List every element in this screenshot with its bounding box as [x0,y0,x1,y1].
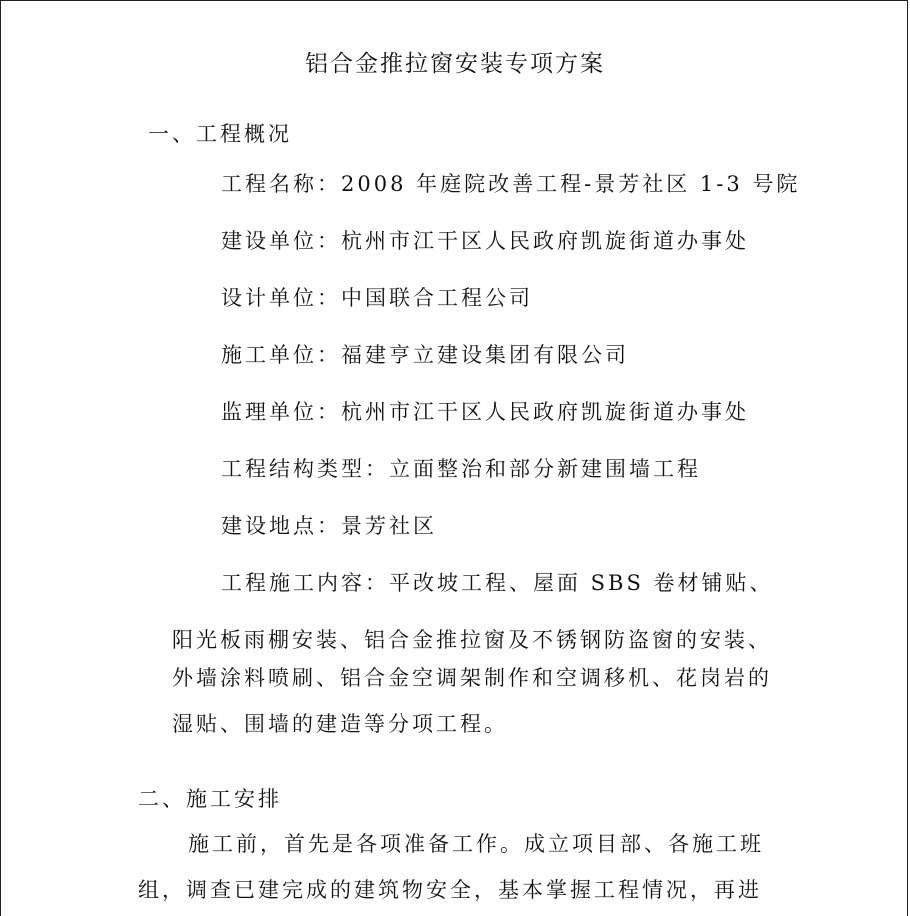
section-heading-overview: 一、工程概况 [148,122,292,146]
supervision-unit-line: 监理单位：杭州市江干区人民政府凯旋街道办事处 [221,400,749,424]
content-paragraph-line: 工程施工内容：平改坡工程、屋面 SBS 卷材铺贴、 [221,571,774,595]
content-paragraph-line: 外墙涂料喷刷、铝合金空调架制作和空调移机、花岗岩的 [172,666,772,690]
document-title: 铝合金推拉窗安装专项方案 [305,51,605,77]
structure-type-line: 工程结构类型：立面整治和部分新建围墙工程 [221,457,701,481]
design-unit-line: 设计单位：中国联合工程公司 [221,286,533,310]
arrangement-paragraph-line: 施工前，首先是各项准备工作。成立项目部、各施工班 [188,832,764,856]
construction-unit-line: 建设单位：杭州市江干区人民政府凯旋街道办事处 [221,229,749,253]
contractor-unit-line: 施工单位：福建亨立建设集团有限公司 [221,343,629,367]
location-line: 建设地点：景芳社区 [221,514,437,538]
content-paragraph-line: 阳光板雨棚安装、铝合金推拉窗及不锈钢防盗窗的安装、 [172,628,772,652]
arrangement-paragraph-line: 组，调查已建完成的建筑物安全，基本掌握工程情况，再进 [138,878,762,902]
content-paragraph-line: 湿贴、围墙的建造等分项工程。 [172,712,508,736]
section-heading-arrangement: 二、施工安排 [138,787,282,811]
project-name-line: 工程名称：2008 年庭院改善工程-景芳社区 1-3 号院 [221,172,801,196]
